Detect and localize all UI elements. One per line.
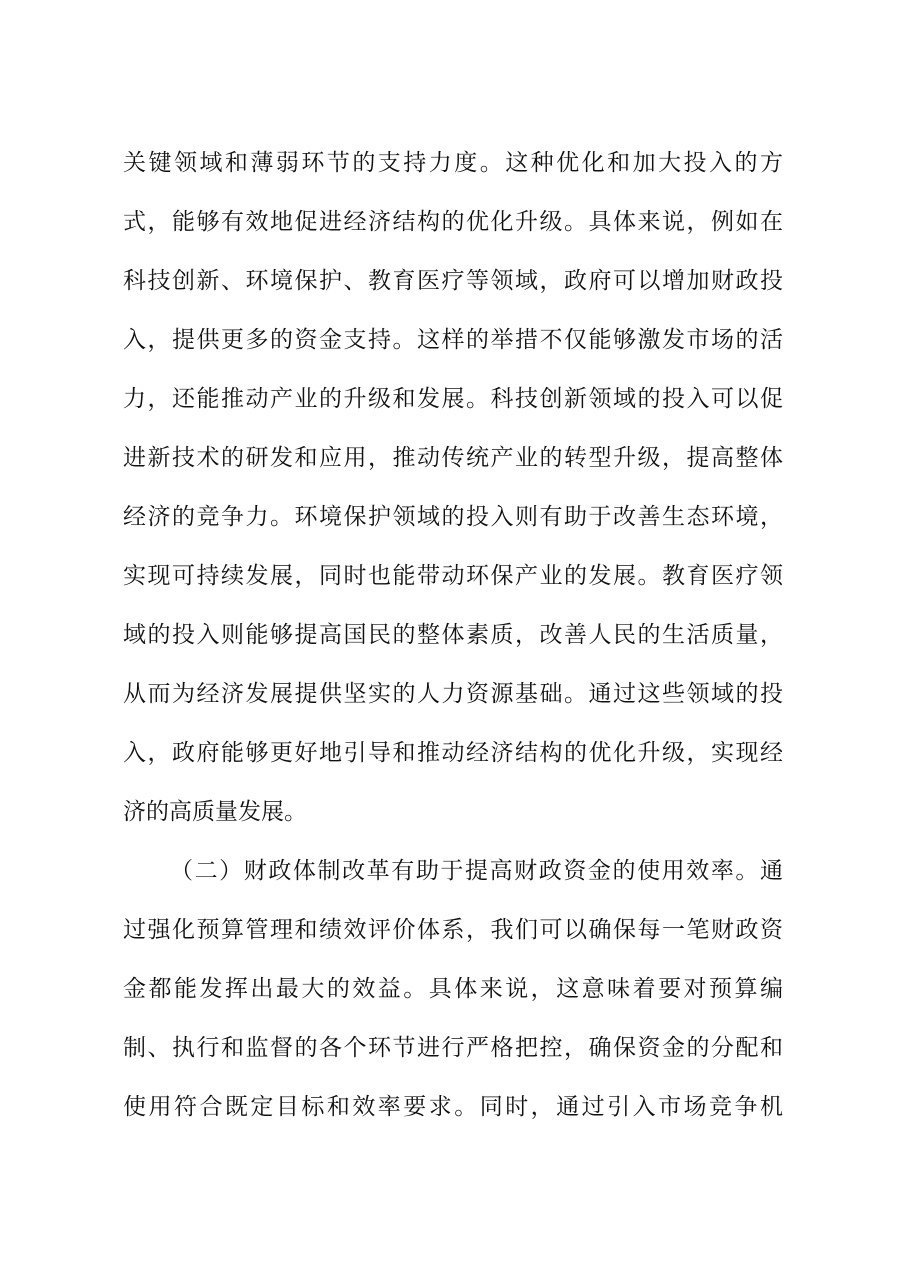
text-line: 济的高质量发展。: [123, 799, 307, 825]
text-line: 从而为经济发展提供坚实的人力资源基础。通过这些领域的投: [123, 681, 783, 707]
text-line: 金都能发挥出最大的效益。具体来说，这意味着要对预算编: [123, 976, 783, 1002]
text-line: 制、执行和监督的各个环节进行严格把控，确保资金的分配和: [123, 1035, 783, 1061]
text-line: 科技创新、环境保护、教育医疗等领域，政府可以增加财政投: [123, 268, 783, 294]
text-line: 过强化预算管理和绩效评价体系，我们可以确保每一笔财政资: [123, 917, 783, 943]
text-line: 关键领域和薄弱环节的支持力度。这种优化和加大投入的方: [123, 150, 783, 176]
text-line: 力，还能推动产业的升级和发展。科技创新领域的投入可以促: [123, 386, 783, 412]
text-line: （二）财政体制改革有助于提高财政资金的使用效率。通: [170, 858, 783, 884]
text-line: 入，政府能够更好地引导和推动经济结构的优化升级，实现经: [123, 740, 783, 766]
text-line: 经济的竞争力。环境保护领域的投入则有助于改善生态环境，: [123, 504, 783, 530]
text-line: 域的投入则能够提高国民的整体素质，改善人民的生活质量，: [123, 622, 783, 648]
text-line: 式，能够有效地促进经济结构的优化升级。具体来说，例如在: [123, 209, 783, 235]
text-line: 进新技术的研发和应用，推动传统产业的转型升级，提高整体: [123, 445, 783, 471]
text-line: 实现可持续发展，同时也能带动环保产业的发展。教育医疗领: [123, 563, 783, 589]
text-line: 使用符合既定目标和效率要求。同时，通过引入市场竞争机: [123, 1094, 783, 1120]
text-line: 入，提供更多的资金支持。这样的举措不仅能够激发市场的活: [123, 327, 783, 353]
